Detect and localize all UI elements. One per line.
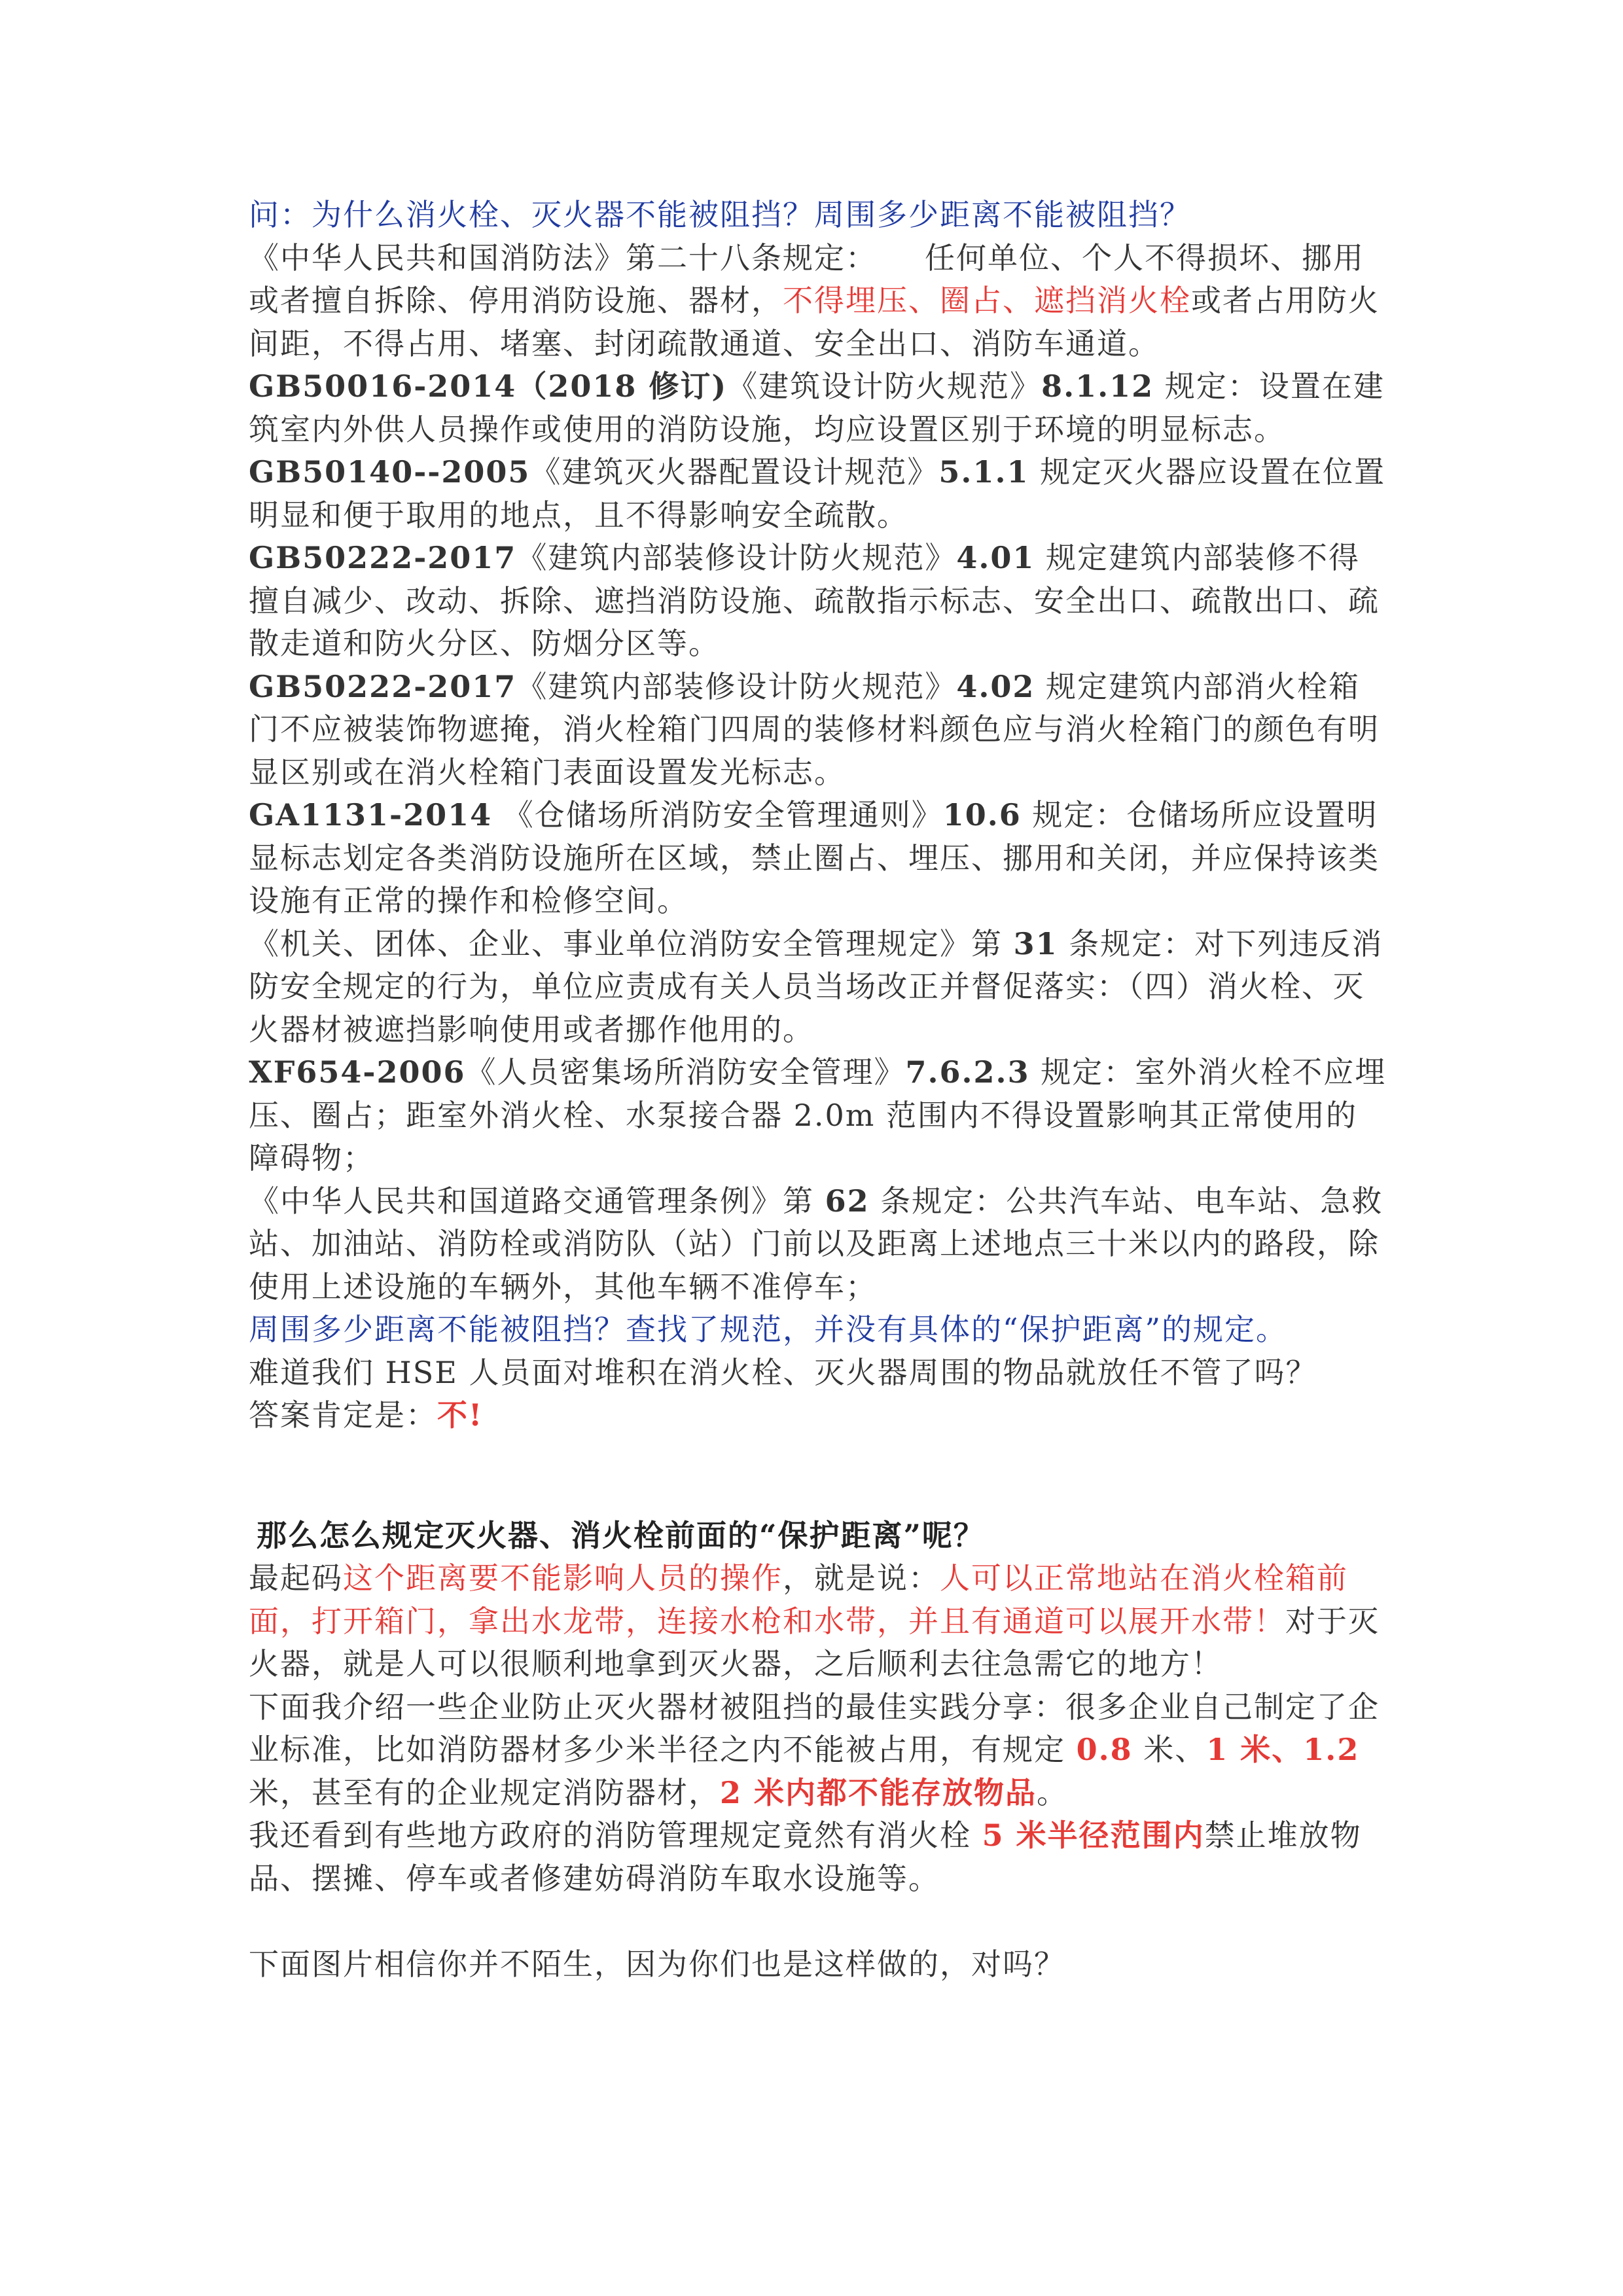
question-hse: 难道我们 HSE 人员面对堆积在消火栓、灭火器周围的物品就放任不管了吗？ — [249, 1354, 1317, 1390]
regulation-31: 《机关、团体、企业、事业单位消防安全管理规定》第 31 条规定：对下列违反消防安全规定的行为，单位应责成有关人员当场改正并督促落实：（四）消火栓、灭火器材被遮挡影响使用或者挪作他用的。 — [249, 925, 1383, 1047]
section-subtitle: 那么怎么规定灭火器、消火栓前面的“保护距离”呢？ — [257, 1517, 985, 1553]
standard-gb50222-402: GB50222-2017《建筑内部装修设计防火规范》4.02 规定建筑内部消火栓箱门不应被装饰物遮掩，消火栓箱门四周的装修材料颜色应与消火栓箱门的颜色有明显区别或在消火栓箱门表面设置发光标志。 — [249, 668, 1380, 790]
answer-red: 不! — [437, 1397, 484, 1433]
regulation-62: 《中华人民共和国道路交通管理条例》第 62 条规定：公共汽车站、电车站、急救站、加油站、消防栓或消防队（站）门前以及距离上述地点三十米以内的路段，除使用上述设施的车辆外，其他车辆不准停车； — [249, 1183, 1383, 1304]
standard-gb50016: GB50016-2014（2018 修订)《建筑设计防火规范》8.1.12 规定：设置在建筑室内外供人员操作或使用的消防设施，均应设置区别于环境的明显标志。 — [249, 368, 1385, 447]
blue-conclusion: 周围多少距离不能被阻挡？查找了规范，并没有具体的“保护距离”的规定。 — [249, 1312, 1288, 1347]
standard-gb50222-401: GB50222-2017《建筑内部装修设计防火规范》4.01 规定建筑内部装修不得擅自减少、改动、拆除、遮挡消防设施、疏散指示标志、安全出口、疏散出口、疏散走道和防火分区、防烟分区等。 — [249, 540, 1380, 661]
standard-xf654: XF654-2006《人员密集场所消防安全管理》7.6.2.3 规定：室外消火栓不应埋压、圈占；距室外消火栓、水泵接合器 2.0m 范围内不得设置影响其正常使用的障碍物； — [249, 1054, 1387, 1175]
answer-line: 答案肯定是：不! — [249, 1397, 484, 1433]
law-highlight: 不得埋压、圈占、遮挡消火栓 — [783, 283, 1191, 318]
paragraph-government: 我还看到有些地方政府的消防管理规定竟然有消火栓 5 米半径范围内禁止堆放物品、摆摊、停车或者修建妨碍消防车取水设施等。 — [249, 1818, 1362, 1896]
question-heading: 问：为什么消火栓、灭火器不能被阻挡？周围多少距离不能被阻挡？ — [249, 197, 1191, 232]
paragraph-operation: 最起码这个距离要不能影响人员的操作，就是说：人可以正常地站在消火栓箱前面，打开箱门，拿出水龙带，连接水枪和水带，并且有通道可以展开水带！对于灭火器，就是人可以很顺利地拿到灭火器，之后顺利去往急需它的地方！ — [249, 1560, 1380, 1681]
spacer — [249, 1900, 1387, 1943]
spacer — [249, 1437, 1387, 1515]
law-paragraph: 《中华人民共和国消防法》第二十八条规定： 任何单位、个人不得损坏、挪用或者擅自拆除、停用消防设施、器材，不得埋压、圈占、遮挡消火栓或者占用防火间距，不得占用、堵塞、封闭疏散通道、安全出口、消防车通道。 — [249, 240, 1380, 361]
standard-ga1131: GA1131-2014 《仓储场所消防安全管理通则》10.6 规定：仓储场所应设置明显标志划定各类消防设施所在区域，禁止圈占、埋压、挪用和关闭，并应保持该类设施有正常的操作和检修空间。 — [249, 797, 1380, 918]
closing-line: 下面图片相信你并不陌生，因为你们也是这样做的，对吗？ — [249, 1946, 1065, 1982]
document-body — [249, 194, 1387, 1986]
paragraph-best-practice: 下面我介绍一些企业防止灭火器材被阻挡的最佳实践分享：很多企业自己制定了企业标准，比如消防器材多少米半径之内不能被占用，有规定 0.8 米、1 米、1.2 米，甚至有的企业规定消防器材，2 米内都不能存放物品。 — [249, 1689, 1380, 1810]
standard-gb50140: GB50140--2005《建筑灭火器配置设计规范》5.1.1 规定灭火器应设置在位置明显和便于取用的地点，且不得影响安全疏散。 — [249, 454, 1386, 533]
